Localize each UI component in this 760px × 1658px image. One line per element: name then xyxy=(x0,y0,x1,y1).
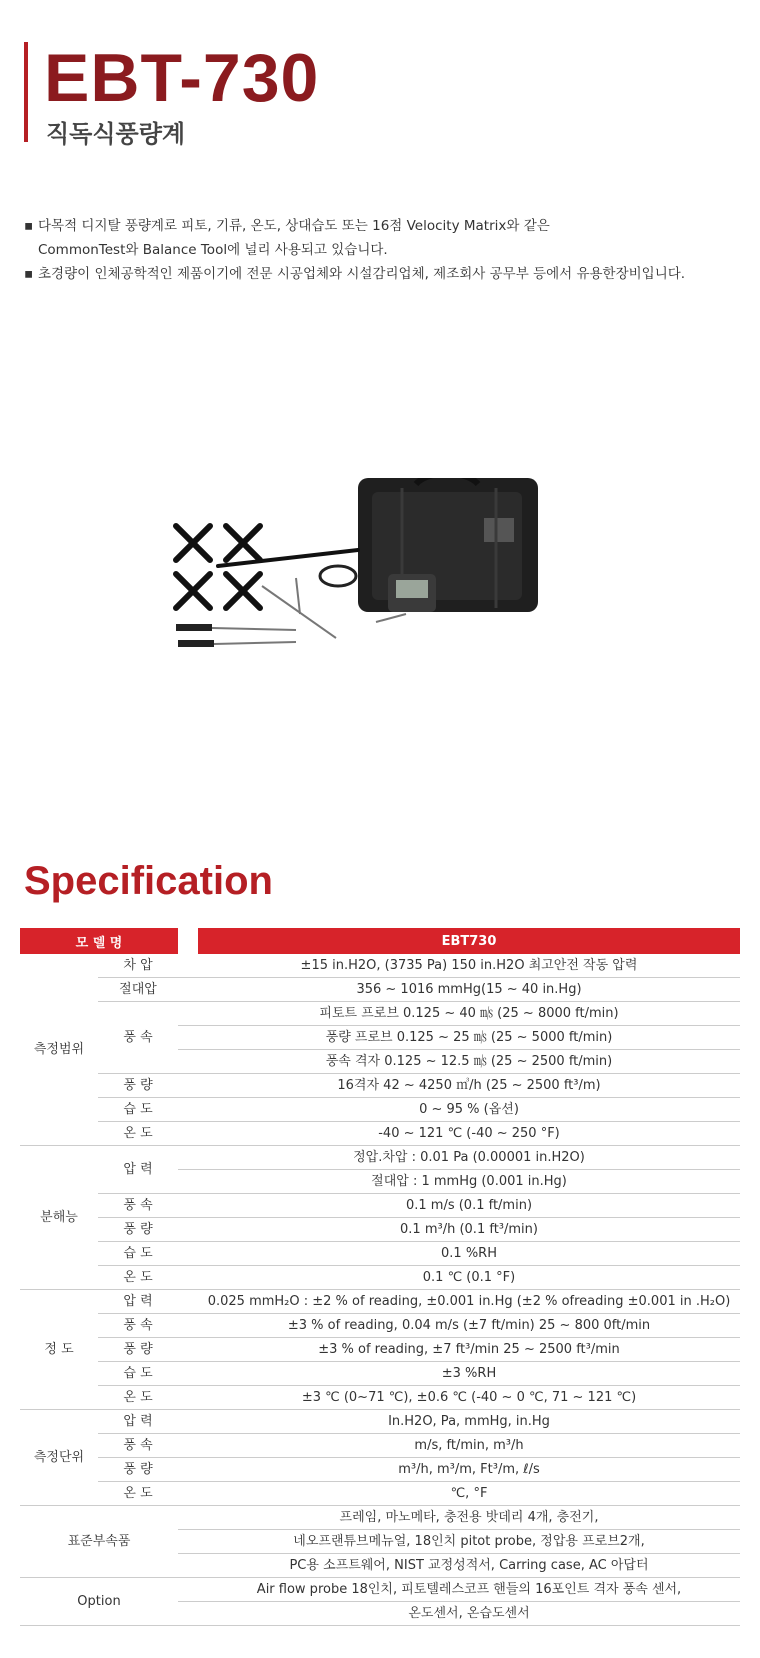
cell-spacer xyxy=(178,1338,198,1362)
sub-label: 온 도 xyxy=(98,1122,178,1146)
description-item xyxy=(24,214,724,262)
cell-spacer xyxy=(178,1410,198,1434)
spec-value: 피토트 프로브 0.125 ~ 40 ㎧ (25 ~ 8000 ft/min) xyxy=(198,1002,740,1026)
cell-spacer xyxy=(178,1122,198,1146)
cell-spacer xyxy=(178,1530,198,1554)
spec-value: 0.1 ℃ (0.1 °F) xyxy=(198,1266,740,1290)
sub-label: 습 도 xyxy=(98,1242,178,1266)
spec-value: m³/h, m³/m, Ft³/m, ℓ/s xyxy=(198,1458,740,1482)
sub-label: 풍 량 xyxy=(98,1458,178,1482)
table-row xyxy=(20,1218,740,1242)
description-line: 초경량이 인체공학적인 제품이기에 전문 시공업체와 시설감리업체, 제조회사 공무부 등에서 유용한장비입니다. xyxy=(38,266,686,282)
cell-spacer xyxy=(178,978,198,1002)
sub-label: 온 도 xyxy=(98,1266,178,1290)
spec-value: 풍량 프로브 0.125 ~ 25 ㎧ (25 ~ 5000 ft/min) xyxy=(198,1026,740,1050)
spec-value: -40 ~ 121 ℃ (-40 ~ 250 °F) xyxy=(198,1122,740,1146)
cell-spacer xyxy=(178,1386,198,1410)
model-name-header: 모 델 명 xyxy=(20,928,178,954)
table-row xyxy=(20,1266,740,1290)
spec-value: 0.025 mmH₂O : ±2 % of reading, ±0.001 in.Hg (±2 % ofreading ±0.001 in .H₂O) xyxy=(198,1290,740,1314)
product-photo xyxy=(166,478,546,678)
spec-value: 356 ~ 1016 mmHg(15 ~ 40 in.Hg) xyxy=(198,978,740,1002)
spec-value: 16격자 42 ~ 4250 ㎥/h (25 ~ 2500 ft³/m) xyxy=(198,1074,740,1098)
group-resolution: 분해능 xyxy=(20,1146,98,1290)
table-row xyxy=(20,1506,740,1530)
description-line: CommonTest와 Balance Tool에 널리 사용되고 있습니다. xyxy=(38,242,388,258)
product-model: EBT-730 xyxy=(44,40,320,116)
sub-label: 습 도 xyxy=(98,1362,178,1386)
cell-spacer xyxy=(178,1314,198,1338)
cell-spacer xyxy=(178,1098,198,1122)
spec-value: In.H2O, Pa, mmHg, in.Hg xyxy=(198,1410,740,1434)
cell-spacer xyxy=(178,1434,198,1458)
group-units: 측정단위 xyxy=(20,1410,98,1506)
table-row xyxy=(20,1410,740,1434)
spec-value: 0.1 m/s (0.1 ft/min) xyxy=(198,1194,740,1218)
specification-heading: Specification xyxy=(24,859,273,903)
table-row xyxy=(20,1338,740,1362)
table-header-row xyxy=(20,928,740,954)
title-accent-bar xyxy=(24,42,28,142)
cell-spacer xyxy=(178,1002,198,1026)
spec-value: 0 ~ 95 % (옵션) xyxy=(198,1098,740,1122)
spec-value: ℃, °F xyxy=(198,1482,740,1506)
spec-value: m/s, ft/min, m³/h xyxy=(198,1434,740,1458)
cell-spacer xyxy=(178,1506,198,1530)
table-row xyxy=(20,954,740,978)
sub-label: 풍 량 xyxy=(98,1074,178,1098)
cell-spacer xyxy=(178,1266,198,1290)
table-row xyxy=(20,1098,740,1122)
product-description xyxy=(24,214,724,286)
sub-label: 온 도 xyxy=(98,1482,178,1506)
sub-label: 절대압 xyxy=(98,978,178,1002)
group-measurement-range: 측정범위 xyxy=(20,954,98,1146)
specification-table xyxy=(20,928,740,1626)
table-row xyxy=(20,1242,740,1266)
spec-value: ±3 %RH xyxy=(198,1362,740,1386)
model-value-header: EBT730 xyxy=(198,928,740,954)
table-row xyxy=(20,978,740,1002)
table-row xyxy=(20,1482,740,1506)
cell-spacer xyxy=(178,1194,198,1218)
description-line: 다목적 디지탈 풍량계로 피토, 기류, 온도, 상대습도 또는 16점 Velocity Matrix와 같은 xyxy=(38,218,550,234)
sub-label: 풍 속 xyxy=(98,1314,178,1338)
table-row xyxy=(20,1386,740,1410)
spec-value: ±3 % of reading, ±7 ft³/min 25 ~ 2500 ft³/min xyxy=(198,1338,740,1362)
sub-label: 습 도 xyxy=(98,1098,178,1122)
spec-value: 절대압 : 1 mmHg (0.001 in.Hg) xyxy=(198,1170,740,1194)
bullet-icon: ▪ xyxy=(24,218,34,234)
cell-spacer xyxy=(178,1050,198,1074)
bullet-icon: ▪ xyxy=(24,266,34,282)
sub-label: 차 압 xyxy=(98,954,178,978)
spec-value: PC용 소프트웨어, NIST 교정성적서, Carring case, AC 아답터 xyxy=(198,1554,740,1578)
cell-spacer xyxy=(178,1146,198,1170)
table-row xyxy=(20,1458,740,1482)
sub-label: 온 도 xyxy=(98,1386,178,1410)
cell-spacer xyxy=(178,1554,198,1578)
sub-label: 풍 속 xyxy=(98,1434,178,1458)
cell-spacer xyxy=(178,1362,198,1386)
description-item xyxy=(24,262,724,286)
cell-spacer xyxy=(178,1218,198,1242)
spec-value: 0.1 %RH xyxy=(198,1242,740,1266)
cell-spacer xyxy=(178,1242,198,1266)
cell-spacer xyxy=(178,954,198,978)
cell-spacer xyxy=(178,1290,198,1314)
carrying-case-image xyxy=(358,478,538,612)
spec-value: ±3 ℃ (0~71 ℃), ±0.6 ℃ (-40 ~ 0 ℃, 71 ~ 121 ℃) xyxy=(198,1386,740,1410)
sub-label: 풍 량 xyxy=(98,1218,178,1242)
cell-spacer xyxy=(178,1026,198,1050)
spec-value: ±15 in.H2O, (3735 Pa) 150 in.H2O 최고안전 작동 압력 xyxy=(198,954,740,978)
table-row xyxy=(20,1122,740,1146)
spec-value: 풍속 격자 0.125 ~ 12.5 ㎧ (25 ~ 2500 ft/min) xyxy=(198,1050,740,1074)
spec-value: 정압.차압 : 0.01 Pa (0.00001 in.H2O) xyxy=(198,1146,740,1170)
sub-label: 압 력 xyxy=(98,1410,178,1434)
sub-label: 압 력 xyxy=(98,1290,178,1314)
sub-label: 풍 속 xyxy=(98,1002,178,1074)
table-row xyxy=(20,1314,740,1338)
table-row xyxy=(20,1362,740,1386)
table-row xyxy=(20,1146,740,1170)
spec-value: 0.1 m³/h (0.1 ft³/min) xyxy=(198,1218,740,1242)
spec-value: 프레임, 마노메타, 충전용 밧데리 4개, 충전기, xyxy=(198,1506,740,1530)
cell-spacer xyxy=(178,1458,198,1482)
cell-spacer xyxy=(178,1074,198,1098)
table-row xyxy=(20,1434,740,1458)
group-accuracy: 정 도 xyxy=(20,1290,98,1410)
product-subtitle: 직독식풍량계 xyxy=(46,120,186,148)
group-standard-accessories: 표준부속품 xyxy=(20,1506,178,1578)
cell-spacer xyxy=(178,1578,198,1602)
table-row xyxy=(20,1194,740,1218)
sub-label: 압 력 xyxy=(98,1146,178,1194)
table-row xyxy=(20,1074,740,1098)
group-option: Option xyxy=(20,1578,178,1626)
spec-value: Air flow probe 18인치, 피토텔레스코프 핸들의 16포인트 격자 풍속 센서, xyxy=(198,1578,740,1602)
cell-spacer xyxy=(178,1602,198,1626)
sub-label: 풍 속 xyxy=(98,1194,178,1218)
cell-spacer xyxy=(178,1482,198,1506)
header-gap xyxy=(178,928,198,954)
spec-value: 네오프랜튜브메뉴얼, 18인치 pitot probe, 정압용 프로브2개, xyxy=(198,1530,740,1554)
sub-label: 풍 량 xyxy=(98,1338,178,1362)
table-row xyxy=(20,1578,740,1602)
cell-spacer xyxy=(178,1170,198,1194)
table-row xyxy=(20,1002,740,1026)
table-row xyxy=(20,1290,740,1314)
spec-value: 온도센서, 온습도센서 xyxy=(198,1602,740,1626)
spec-value: ±3 % of reading, 0.04 m/s (±7 ft/min) 25 ~ 800 0ft/min xyxy=(198,1314,740,1338)
